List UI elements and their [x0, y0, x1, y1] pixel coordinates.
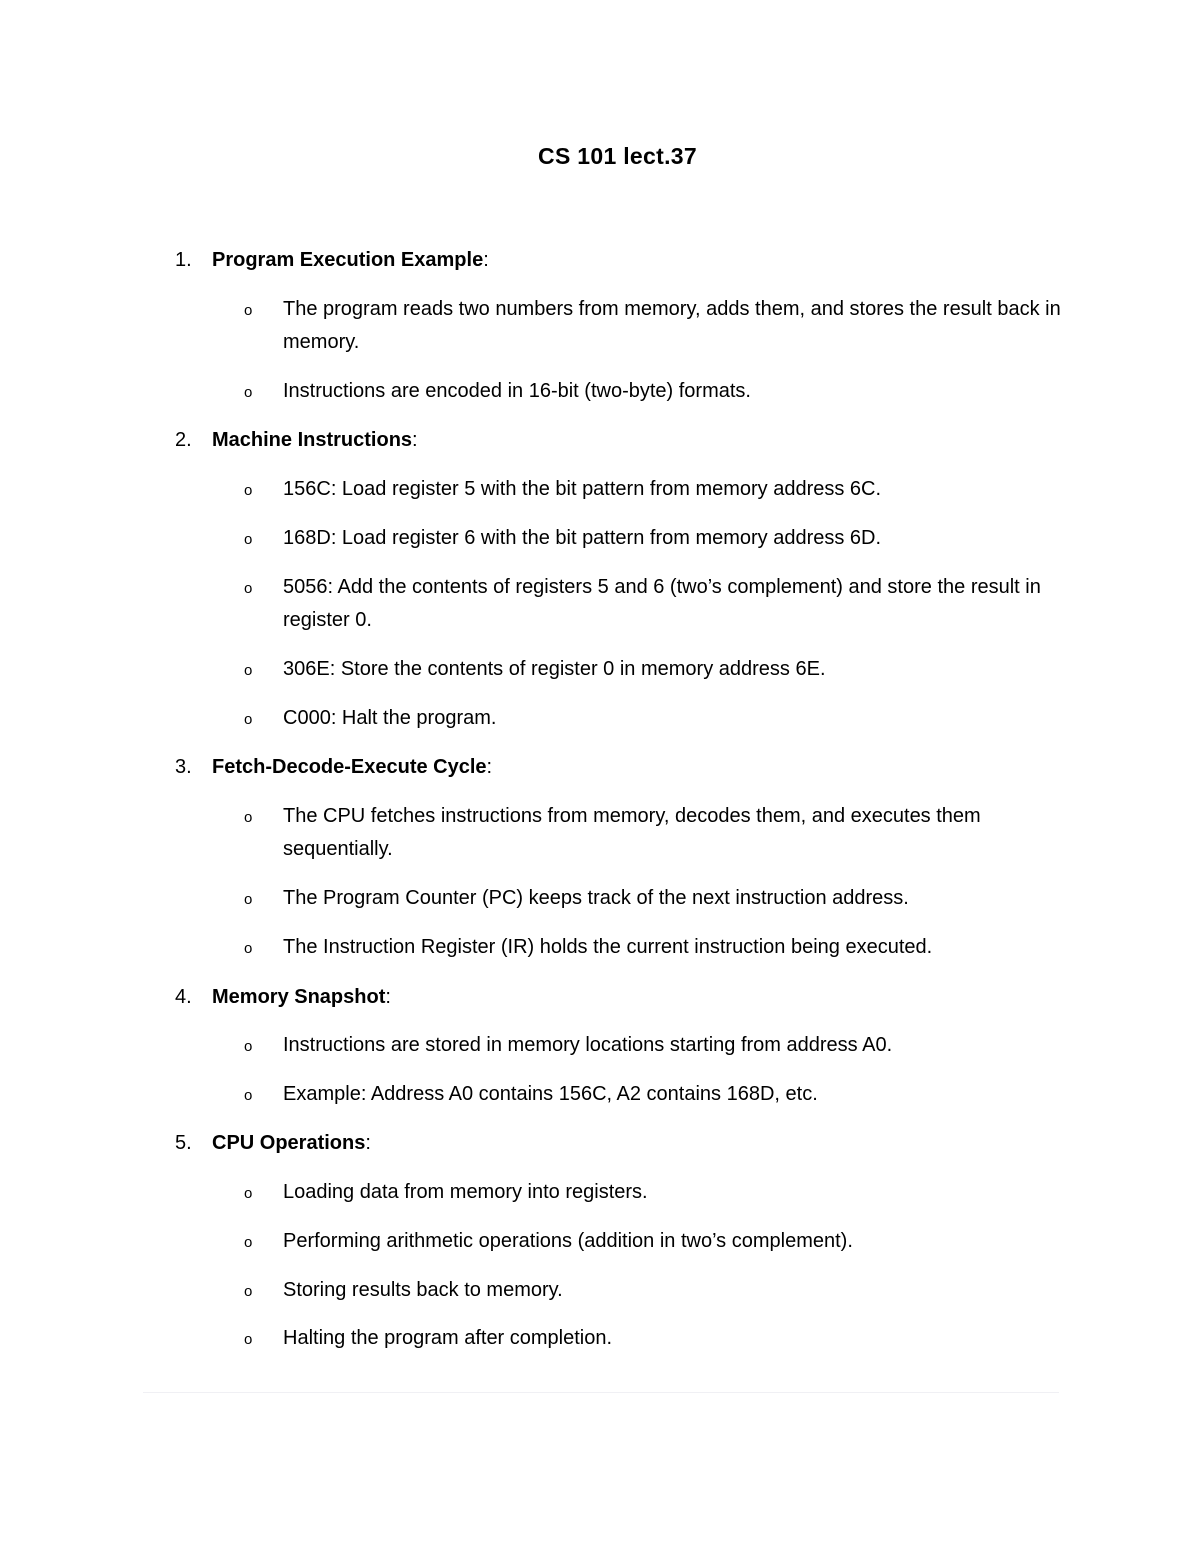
list-item-text: 306E: Store the contents of register 0 in memory address 6E.	[283, 658, 826, 680]
section-heading	[175, 427, 418, 453]
section-heading	[175, 247, 489, 273]
bullet-marker: o	[244, 482, 253, 499]
section-number: 3.	[175, 756, 192, 778]
bullet-marker: o	[244, 809, 253, 826]
list-item-text: Performing arithmetic operations (addition in two’s complement).	[283, 1230, 853, 1252]
list-item-text: 156C: Load register 5 with the bit pattern from memory address 6C.	[283, 478, 882, 500]
bullet-marker: o	[244, 940, 253, 957]
bullet-marker: o	[244, 384, 253, 401]
section-title: Machine Instructions	[212, 429, 413, 451]
bullet-marker: o	[244, 711, 253, 728]
section-colon: :	[483, 249, 489, 271]
section-number: 2.	[175, 429, 192, 451]
list-item-text: C000: Halt the program.	[283, 707, 497, 729]
section-number: 4.	[175, 986, 192, 1008]
section-number: 1.	[175, 249, 192, 271]
section-colon: :	[365, 1132, 371, 1154]
section-title: Program Execution Example	[212, 249, 484, 271]
list-item-text: The CPU fetches instructions from memory, decodes them, and executes them sequentially.	[283, 805, 981, 860]
list-item-text: 5056: Add the contents of registers 5 and 6 (two’s complement) and store the result in register 0.	[283, 576, 1041, 631]
section-number: 5.	[175, 1132, 192, 1154]
bullet-marker: o	[244, 1331, 253, 1348]
section-heading	[175, 984, 391, 1010]
bullet-marker: o	[244, 1038, 253, 1055]
section-colon: :	[385, 986, 391, 1008]
document-title: CS 101 lect.37	[538, 143, 697, 169]
list-item-text: Loading data from memory into registers.	[283, 1181, 648, 1203]
section-heading	[175, 754, 492, 780]
page-divider	[143, 1392, 1059, 1393]
bullet-marker: o	[244, 580, 253, 597]
list-item-text: The Program Counter (PC) keeps track of the next instruction address.	[283, 887, 909, 909]
list-item-text: Instructions are stored in memory locations starting from address A0.	[283, 1034, 893, 1056]
bullet-marker: o	[244, 302, 253, 319]
list-item-text: The program reads two numbers from memory, adds them, and stores the result back in memory.	[283, 298, 1061, 353]
section-colon: :	[412, 429, 418, 451]
section-heading	[175, 1130, 371, 1156]
list-item-text: The Instruction Register (IR) holds the current instruction being executed.	[283, 936, 933, 958]
section-title: Fetch-Decode-Execute Cycle	[212, 756, 487, 778]
bullet-marker: o	[244, 662, 253, 679]
section-title: Memory Snapshot	[212, 986, 386, 1008]
bullet-marker: o	[244, 1234, 253, 1251]
section-title: CPU Operations	[212, 1132, 366, 1154]
bullet-marker: o	[244, 531, 253, 548]
list-item-text: Storing results back to memory.	[283, 1279, 563, 1301]
section-colon: :	[486, 756, 493, 778]
list-item-text: Halting the program after completion.	[283, 1327, 613, 1349]
list-item-text: 168D: Load register 6 with the bit pattern from memory address 6D.	[283, 527, 882, 549]
list-item-text: Instructions are encoded in 16-bit (two-byte) formats.	[283, 380, 751, 402]
list-item-text: Example: Address A0 contains 156C, A2 contains 168D, etc.	[283, 1083, 818, 1105]
bullet-marker: o	[244, 1185, 253, 1202]
bullet-marker: o	[244, 1087, 253, 1104]
bullet-marker: o	[244, 891, 253, 908]
bullet-marker: o	[244, 1283, 253, 1300]
